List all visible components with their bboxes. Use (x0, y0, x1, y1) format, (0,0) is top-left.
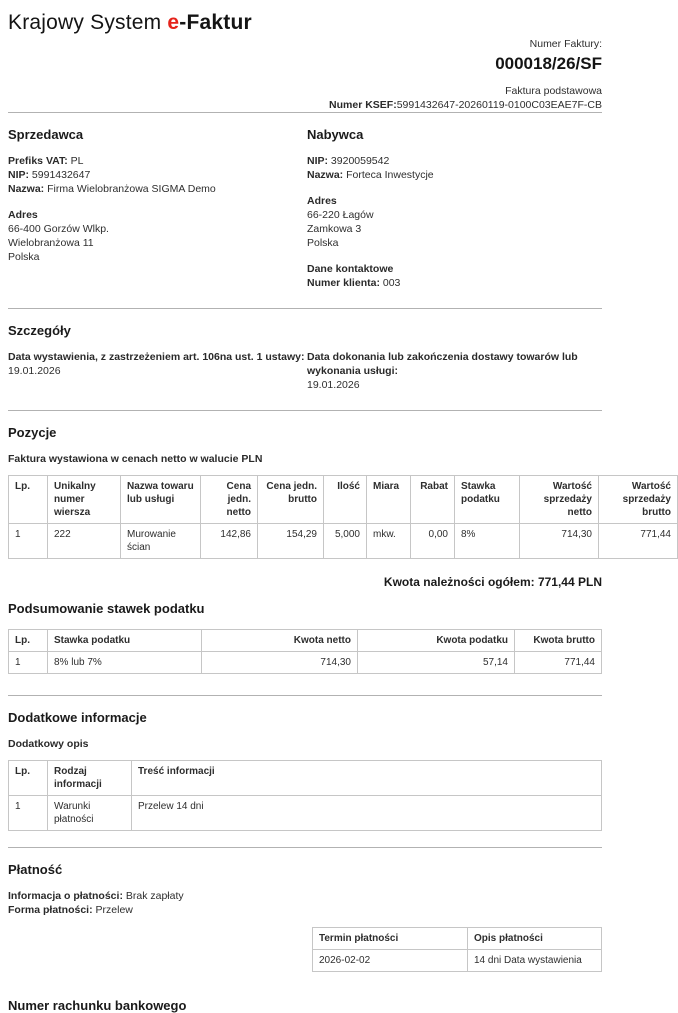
buyer-address-line: Zamkowa 3 (307, 222, 362, 235)
invoice-number-label: Numer Faktury: (529, 38, 602, 50)
column-header: Ilość (324, 475, 367, 523)
tax-summary-section (8, 601, 602, 674)
column-header: Opis płatności (468, 928, 602, 950)
seller-vat-prefix: Prefiks VAT: PL (8, 155, 84, 168)
table-header-row (9, 475, 678, 523)
additional-info-table (8, 760, 602, 831)
table-cell: 1 (9, 795, 48, 830)
seller-name: Nazwa: Firma Wielobranżowa SIGMA Demo (8, 183, 216, 196)
table-header-row (9, 629, 602, 651)
column-header: Kwota podatku (358, 629, 515, 651)
table-row (313, 950, 602, 972)
issue-date: Data wystawienia, z zastrzeżeniem art. 106na ust. 1 ustawy: 19.01.2026 (8, 350, 305, 377)
items-section (8, 424, 671, 591)
spacer (307, 183, 602, 195)
app-title (8, 11, 602, 35)
divider (8, 308, 602, 309)
delivery-date: 19.01.2026 (307, 378, 360, 391)
column-header: Stawka podatku (455, 475, 520, 523)
ksef-label: Numer KSEF: (329, 98, 397, 111)
table-header-row (9, 760, 602, 795)
spacer (307, 251, 602, 263)
table-cell: 771,44 (599, 523, 678, 558)
payment-section (8, 862, 602, 973)
column-header: Kwota brutto (515, 629, 602, 651)
items-heading: Pozycje (8, 424, 57, 440)
details-columns (8, 351, 602, 393)
buyer-address-label: Adres (307, 195, 337, 208)
column-header: Lp. (9, 475, 48, 523)
seller-address-label: Adres (8, 208, 38, 221)
additional-info-subheading: Dodatkowy opis (8, 737, 89, 750)
table-cell: 0,00 (411, 523, 455, 558)
invoice-type: Faktura podstawowa (505, 84, 602, 97)
bank-account-section (8, 998, 602, 1013)
table-cell: 14 dni Data wystawienia (468, 950, 602, 972)
seller-address-line: Wielobranżowa 11 (8, 236, 94, 249)
table-cell: 142,86 (201, 523, 258, 558)
table-row (9, 651, 602, 673)
divider (8, 695, 602, 696)
column-header: Lp. (9, 629, 48, 651)
column-header: Kwota netto (202, 629, 358, 651)
additional-info-section (8, 710, 602, 831)
app-title-suffix: -Faktur (179, 11, 252, 34)
buyer-address-line: Polska (307, 236, 339, 249)
ksef-number-line (8, 98, 602, 112)
column-header: Lp. (9, 760, 48, 795)
payment-heading: Płatność (8, 861, 63, 877)
column-header: Miara (367, 475, 411, 523)
table-header-row (313, 928, 602, 950)
seller-address-line: Polska (8, 250, 40, 263)
column-header: Rabat (411, 475, 455, 523)
table-cell: 714,30 (520, 523, 599, 558)
table-cell: 771,44 (515, 651, 602, 673)
parties-section (8, 113, 602, 291)
seller-panel (8, 113, 305, 291)
table-cell: 714,30 (202, 651, 358, 673)
app-title-prefix: Krajowy System (8, 11, 168, 34)
seller-nip: NIP: 5991432647 (8, 169, 91, 182)
buyer-heading: Nabywca (307, 127, 364, 143)
table-cell: mkw. (367, 523, 411, 558)
buyer-panel (305, 113, 602, 291)
total-due-value: 771,44 PLN (537, 574, 602, 589)
column-header: Unikalny numer wiersza (48, 475, 121, 523)
tax-summary-table (8, 629, 602, 674)
app-title-accent: e (167, 11, 180, 34)
column-header: Termin płatności (313, 928, 468, 950)
payment-form: Forma płatności: Przelew (8, 903, 133, 916)
ksef-number: 5991432647-20260119-0100C03EAE7F-CB (396, 98, 602, 111)
table-cell: 1 (9, 523, 48, 558)
divider (8, 847, 602, 848)
items-table (8, 475, 678, 559)
buyer-client-number: Numer klienta: 003 (307, 276, 401, 289)
column-header: Cena jedn. netto (201, 475, 258, 523)
bank-account-heading: Numer rachunku bankowego (8, 998, 187, 1013)
buyer-nip: NIP: 3920059542 (307, 155, 390, 168)
column-header: Rodzaj informacji (48, 760, 132, 795)
issue-date-block (8, 351, 305, 393)
seller-heading: Sprzedawca (8, 127, 84, 143)
column-header: Wartość sprzedaży brutto (599, 475, 678, 523)
column-header: Nazwa towaru lub usługi (121, 475, 201, 523)
tax-summary-heading: Podsumowanie stawek podatku (8, 600, 205, 616)
currency-note: Faktura wystawiona w cenach netto w walucie PLN (8, 452, 263, 465)
column-header: Cena jedn. brutto (258, 475, 324, 523)
payment-info: Informacja o płatności: Brak zapłaty (8, 889, 184, 902)
table-cell: Warunki płatności (48, 795, 132, 830)
details-heading: Szczegóły (8, 322, 71, 338)
document-header (8, 11, 602, 112)
table-cell: Murowanie ścian (121, 523, 201, 558)
buyer-contact-label: Dane kontaktowe (307, 262, 394, 275)
invoice-header-meta (8, 37, 602, 112)
buyer-name: Nazwa: Forteca Inwestycje (307, 169, 434, 182)
table-cell: 8% lub 7% (48, 651, 202, 673)
details-section (8, 323, 602, 393)
column-header: Stawka podatku (48, 629, 202, 651)
table-cell: 2026-02-02 (313, 950, 468, 972)
invoice-number: 000018/26/SF (495, 54, 602, 74)
payment-table (312, 927, 602, 972)
delivery-date-label: Data dokonania lub zakończenia dostawy towarów lub wykonania usługi: (307, 350, 578, 377)
additional-info-heading: Dodatkowe informacje (8, 709, 147, 725)
table-cell: 154,29 (258, 523, 324, 558)
total-due-line: Kwota należności ogółem: 771,44 PLN (383, 574, 602, 589)
table-row (9, 795, 602, 830)
column-header: Wartość sprzedaży netto (520, 475, 599, 523)
buyer-address-line: 66-220 Łagów (307, 208, 374, 221)
table-cell: 8% (455, 523, 520, 558)
table-row (9, 523, 678, 558)
table-cell: 222 (48, 523, 121, 558)
divider (8, 410, 602, 411)
invoice-document (0, 11, 671, 1013)
table-cell: 57,14 (358, 651, 515, 673)
table-cell: 5,000 (324, 523, 367, 558)
column-header: Treść informacji (132, 760, 602, 795)
spacer (8, 197, 305, 209)
delivery-date-block (305, 351, 602, 393)
table-cell: Przelew 14 dni (132, 795, 602, 830)
seller-address-line: 66-400 Gorzów Wlkp. (8, 222, 109, 235)
table-cell: 1 (9, 651, 48, 673)
